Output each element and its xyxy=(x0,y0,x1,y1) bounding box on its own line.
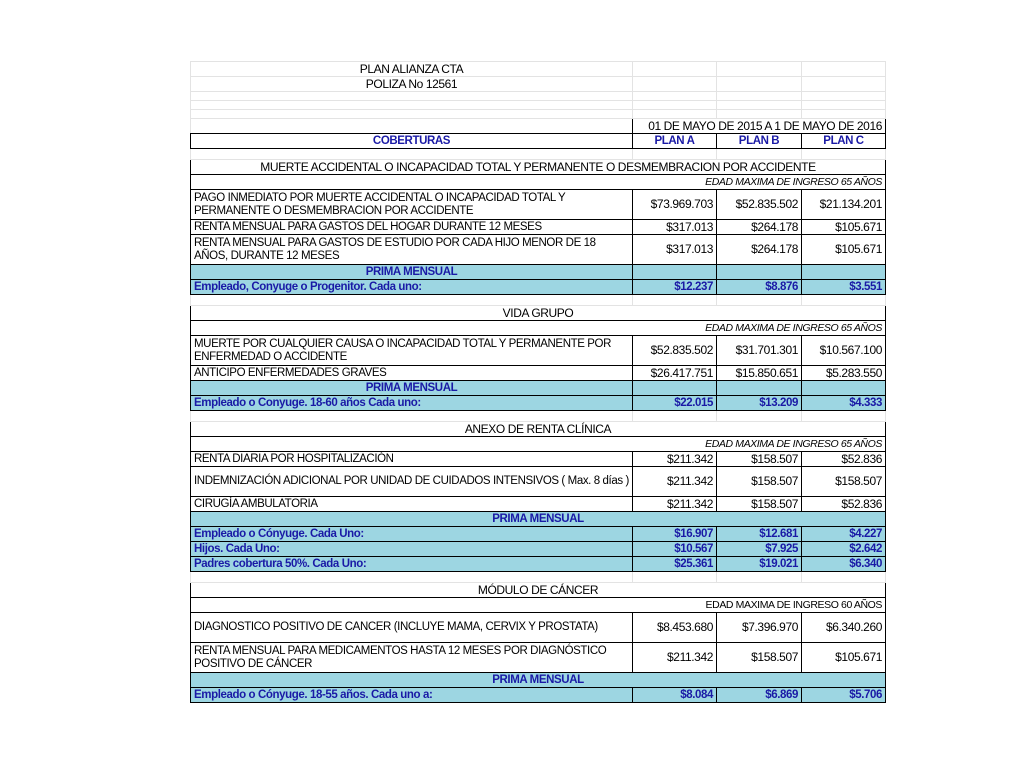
coverage-table xyxy=(190,61,886,703)
plan-a-value: $211.342 xyxy=(633,643,717,673)
prima-plan-c: $4.333 xyxy=(802,396,886,411)
plan-b-value: $52.835.502 xyxy=(717,190,802,220)
plan-c-value: $52.836 xyxy=(802,497,886,512)
plan-b-value: $264.178 xyxy=(717,220,802,235)
prima-plan-b: $13.209 xyxy=(717,396,802,411)
plan-a-value: $317.013 xyxy=(633,235,717,265)
prima-label: Empleado o Cónyuge. Cada Uno: xyxy=(191,527,633,542)
prima-label: Empleado o Conyuge. 18-60 años Cada uno: xyxy=(191,396,633,411)
coverage-label: DIAGNOSTICO POSITIVO DE CANCER (INCLUYE MAMA, CERVIX Y PROSTATA) xyxy=(191,613,633,643)
spreadsheet xyxy=(190,61,885,721)
plan-b-value: $158.507 xyxy=(717,497,802,512)
plan-c-value: $105.671 xyxy=(802,643,886,673)
plan-c-value: $5.283.550 xyxy=(802,366,886,381)
section-title: VIDA GRUPO xyxy=(191,306,886,321)
max-age-note: EDAD MAXIMA DE INGRESO 65 AÑOS xyxy=(191,321,886,336)
section-title: MÓDULO DE CÁNCER xyxy=(191,583,886,598)
plan-b-value: $31.701.301 xyxy=(717,336,802,366)
plan-a-header: PLAN A xyxy=(633,134,717,149)
plan-a-value: $211.342 xyxy=(633,467,717,497)
plan-c-value: $52.836 xyxy=(802,452,886,467)
coverage-label: RENTA DIARIA POR HOSPITALIZACIÓN xyxy=(191,452,633,467)
section-title: ANEXO DE RENTA CLÍNICA xyxy=(191,422,886,437)
coverage-label: RENTA MENSUAL PARA GASTOS DE ESTUDIO POR CADA HIJO MENOR DE 18 AÑOS, DURANTE 12 MESES xyxy=(191,235,633,265)
prima-plan-b: $19.021 xyxy=(717,557,802,572)
coberturas-header: COBERTURAS xyxy=(191,134,633,149)
prima-plan-c: $4.227 xyxy=(802,527,886,542)
prima-label: Empleado, Conyuge o Progenitor. Cada uno: xyxy=(191,280,633,295)
prima-plan-b: $8.876 xyxy=(717,280,802,295)
plan-b-value: $15.850.651 xyxy=(717,366,802,381)
prima-mensual-header: PRIMA MENSUAL xyxy=(191,512,886,527)
plan-a-value: $211.342 xyxy=(633,452,717,467)
plan-c-value: $105.671 xyxy=(802,235,886,265)
plan-c-value: $6.340.260 xyxy=(802,613,886,643)
prima-label: Hijos. Cada Uno: xyxy=(191,542,633,557)
section-title: MUERTE ACCIDENTAL O INCAPACIDAD TOTAL Y PERMANENTE O DESMEMBRACION POR ACCIDENTE xyxy=(191,160,886,175)
plan-b-header: PLAN B xyxy=(717,134,802,149)
max-age-note: EDAD MAXIMA DE INGRESO 65 AÑOS xyxy=(191,437,886,452)
coverage-label: RENTA MENSUAL PARA MEDICAMENTOS HASTA 12 MESES POR DIAGNÓSTICO POSITIVO DE CÁNCER xyxy=(191,643,633,673)
prima-plan-c: $5.706 xyxy=(802,688,886,703)
plan-a-value: $8.453.680 xyxy=(633,613,717,643)
plan-title: PLAN ALIANZA CTA xyxy=(191,62,633,77)
coverage-label: MUERTE POR CUALQUIER CAUSA O INCAPACIDAD TOTAL Y PERMANENTE POR ENFERMEDAD O ACCIDENTE xyxy=(191,336,633,366)
prima-plan-a: $22.015 xyxy=(633,396,717,411)
prima-plan-b: $6.869 xyxy=(717,688,802,703)
max-age-note: EDAD MAXIMA DE INGRESO 60 AÑOS xyxy=(191,598,886,613)
prima-plan-a: $12.237 xyxy=(633,280,717,295)
plan-a-value: $26.417.751 xyxy=(633,366,717,381)
prima-plan-c: $2.642 xyxy=(802,542,886,557)
prima-plan-a: $8.084 xyxy=(633,688,717,703)
coverage-label: INDEMNIZACIÓN ADICIONAL POR UNIDAD DE CUIDADOS INTENSIVOS ( Max. 8 días ) xyxy=(191,467,633,497)
plan-c-value: $158.507 xyxy=(802,467,886,497)
plan-b-value: $264.178 xyxy=(717,235,802,265)
coverage-label: CIRUGÍA AMBULATORIA xyxy=(191,497,633,512)
prima-plan-c: $6.340 xyxy=(802,557,886,572)
plan-a-value: $73.969.703 xyxy=(633,190,717,220)
prima-mensual-header: PRIMA MENSUAL xyxy=(191,673,886,688)
plan-c-value: $10.567.100 xyxy=(802,336,886,366)
coverage-label: ANTICIPO ENFERMEDADES GRAVES xyxy=(191,366,633,381)
plan-b-value: $158.507 xyxy=(717,467,802,497)
policy-period: 01 DE MAYO DE 2015 A 1 DE MAYO DE 2016 xyxy=(633,119,886,134)
plan-b-value: $7.396.970 xyxy=(717,613,802,643)
plan-b-value: $158.507 xyxy=(717,643,802,673)
max-age-note: EDAD MAXIMA DE INGRESO 65 AÑOS xyxy=(191,175,886,190)
plan-b-value: $158.507 xyxy=(717,452,802,467)
plan-a-value: $317.013 xyxy=(633,220,717,235)
prima-mensual-header: PRIMA MENSUAL xyxy=(191,381,633,396)
prima-mensual-header: PRIMA MENSUAL xyxy=(191,265,633,280)
plan-a-value: $211.342 xyxy=(633,497,717,512)
policy-number: POLIZA No 12561 xyxy=(191,77,633,92)
prima-label: Empleado o Cónyuge. 18-55 años. Cada uno a: xyxy=(191,688,633,703)
plan-c-value: $105.671 xyxy=(802,220,886,235)
plan-c-header: PLAN C xyxy=(802,134,886,149)
plan-a-value: $52.835.502 xyxy=(633,336,717,366)
prima-plan-b: $12.681 xyxy=(717,527,802,542)
prima-plan-a: $25.361 xyxy=(633,557,717,572)
coverage-label: RENTA MENSUAL PARA GASTOS DEL HOGAR DURANTE 12 MESES xyxy=(191,220,633,235)
plan-c-value: $21.134.201 xyxy=(802,190,886,220)
prima-plan-a: $16.907 xyxy=(633,527,717,542)
prima-plan-a: $10.567 xyxy=(633,542,717,557)
prima-plan-b: $7.925 xyxy=(717,542,802,557)
prima-label: Padres cobertura 50%. Cada Uno: xyxy=(191,557,633,572)
prima-plan-c: $3.551 xyxy=(802,280,886,295)
coverage-label: PAGO INMEDIATO POR MUERTE ACCIDENTAL O INCAPACIDAD TOTAL Y PERMANENTE O DESMEMBRACION POR ACCIDENTE xyxy=(191,190,633,220)
